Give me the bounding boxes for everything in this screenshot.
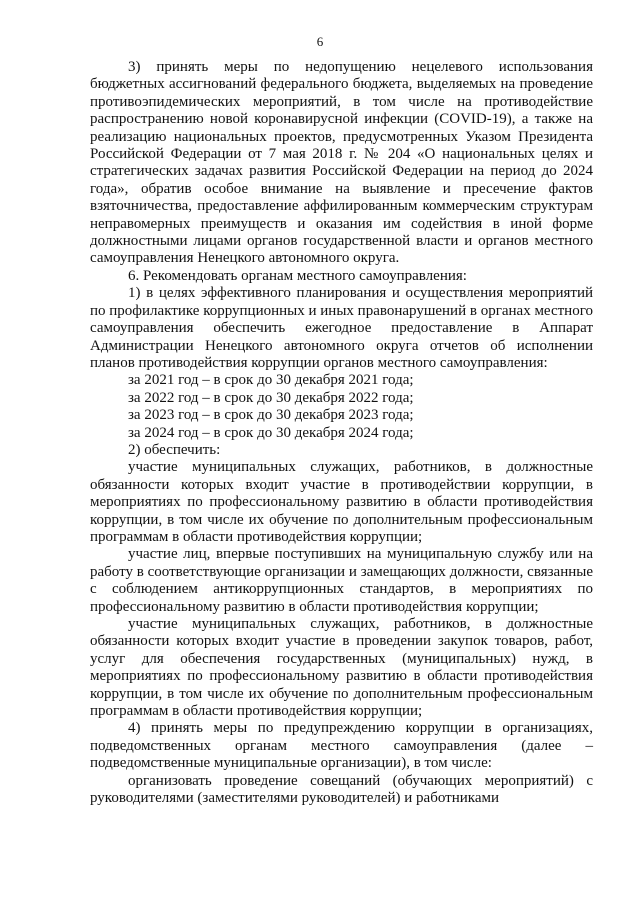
paragraph-training-anticorruption-staff: участие муниципальных служащих, работников, в должностные обязанности которых входит участие в противодействии коррупции, в мероприятиях по профессиональному развитию в области противодействия коррупции, в том числе их обучение по дополнительным профессиональным программам в области противодействия коррупции; <box>90 459 593 545</box>
paragraph-item-1-reports: 1) в целях эффективного планирования и осуществления мероприятий по профилактике коррупционных и иных правонарушений в органах местного самоуправления обеспечить ежегодное предоставление в Аппарат Администрации Ненецкого автономного округа отчетов об исполнении планов противодействия коррупции органов местного самоуправления: <box>90 285 593 371</box>
document-body <box>90 59 593 807</box>
paragraph-item-2-ensure: 2) обеспечить: <box>128 441 221 458</box>
paragraph-training-procurement-staff: участие муниципальных служащих, работников, в должностные обязанности которых входит участие в проведении закупок товаров, работ, услуг для обеспечения государственных (муниципальных) нужд, в мероприятиях по профессиональному развитию в области противодействия коррупции, в том числе их обучение по дополнительным профессиональным программам в области противодействия коррупции; <box>90 616 593 720</box>
deadline-2023: за 2023 год – в срок до 30 декабря 2023 года; <box>128 407 414 424</box>
deadline-2021: за 2021 год – в срок до 30 декабря 2021 года; <box>128 372 414 389</box>
page-number: 6 <box>316 34 324 49</box>
paragraph-section-6-heading: 6. Рекомендовать органам местного самоуправления: <box>128 267 467 284</box>
paragraph-training-new-employees: участие лиц, впервые поступивших на муниципальную службу или на работу в соответствующие организации и замещающих должности, связанные с соблюдением антикоррупционных стандартов, в мероприятиях по профессиональному развитию в области противодействия коррупции; <box>90 546 593 615</box>
deadline-2022: за 2022 год – в срок до 30 декабря 2022 года; <box>128 389 414 406</box>
paragraph-item-3-measures: 3) принять меры по недопущению нецелевого использования бюджетных ассигнований федерального бюджета, выделяемых на проведение противоэпидемических мероприятий, в том числе на противодействие распространению новой коронавирусной инфекции (COVID-19), а также на реализацию национальных проектов, предусмотренных Указом Президента Российской Федерации от 7 мая 2018 г. № 204 «О национальных целях и стратегических задачах развития Российской Федерации на период до 2024 года», обратив особое внимание на выявление и пресечение фактов взяточничества, предоставление аффилированным коммерческим структурам неправомерных преимуществ и оказания им содействия в иной форме должностными лицами органов государственной власти и органов местного самоуправления Ненецкого автономного округа. <box>90 59 593 267</box>
paragraph-item-4-prevention: 4) принять меры по предупреждению коррупции в организациях, подведомственных органам местного самоуправления (далее – подведомственные муниципальные организации), в том числе: <box>90 720 593 772</box>
deadline-2024: за 2024 год – в срок до 30 декабря 2024 года; <box>128 424 414 441</box>
paragraph-organize-meetings: организовать проведение совещаний (обучающих мероприятий) с руководителями (заместителями руководителей) и работниками <box>90 772 593 807</box>
